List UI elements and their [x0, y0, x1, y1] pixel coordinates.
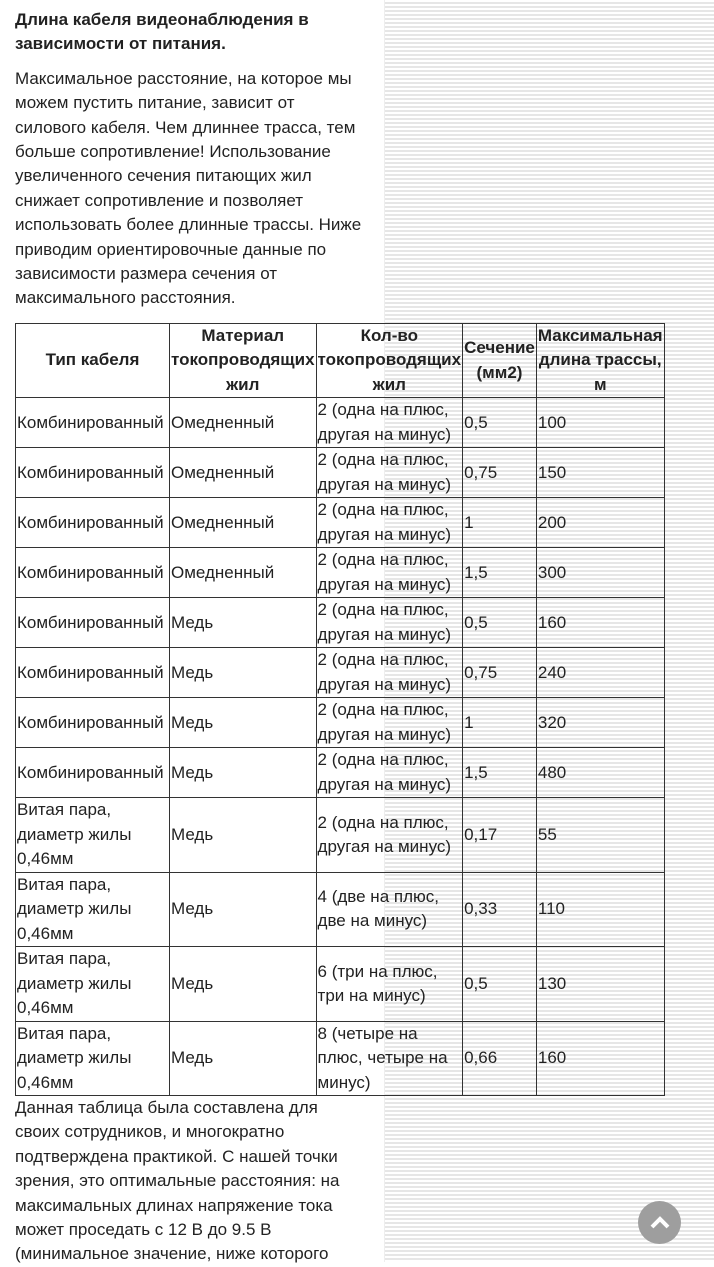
table-row [16, 872, 665, 947]
table-cell: 0,33 [463, 872, 537, 947]
table-cell: 55 [536, 798, 664, 873]
scroll-to-top-button[interactable] [638, 1201, 681, 1244]
table-cell: 240 [536, 648, 664, 698]
column-header: Сечение (мм2) [463, 324, 537, 398]
table-cell: 1 [463, 498, 537, 548]
table-cell: 130 [536, 947, 664, 1022]
table-row [16, 448, 665, 498]
table-cell: 480 [536, 748, 664, 798]
table-row [16, 548, 665, 598]
table-cell: 300 [536, 548, 664, 598]
table-cell: Комбинированный [16, 748, 170, 798]
table-cell: Витая пара, диаметр жилы 0,46мм [16, 1021, 170, 1096]
table-cell: 200 [536, 498, 664, 548]
table-row [16, 398, 665, 448]
table-cell: 0,5 [463, 947, 537, 1022]
table-cell: Медь [170, 598, 317, 648]
table-cell: Комбинированный [16, 398, 170, 448]
table-cell: 4 (две на плюс, две на минус) [316, 872, 463, 947]
table-row [16, 1021, 665, 1096]
table-cell: Омедненный [170, 498, 317, 548]
table-cell: Медь [170, 798, 317, 873]
table-cell: Комбинированный [16, 698, 170, 748]
table-cell: 110 [536, 872, 664, 947]
table-cell: 2 (одна на плюс, другая на минус) [316, 498, 463, 548]
table-cell: 8 (четыре на плюс, четыре на минус) [316, 1021, 463, 1096]
table-row [16, 748, 665, 798]
table-cell: 320 [536, 698, 664, 748]
intro-paragraph: Максимальное расстояние, на которое мы можем пустить питание, зависит от силового кабеля. Чем длиннее трасса, тем больше сопротивление! Использование увеличенного сечения питающих жил снижает сопротивление и позволяет использовать более длинные трассы. Ниже приводим ориентировочные данные по зависимости размера сечения от максимального расстояния. [15, 68, 362, 308]
chevron-up-icon [649, 1216, 671, 1230]
table-row [16, 947, 665, 1022]
column-header: Материал токопроводящих жил [170, 324, 317, 398]
section-heading: Длина кабеля видеонаблюдения в зависимости от питания. [15, 10, 309, 54]
table-cell: Комбинированный [16, 598, 170, 648]
table-cell: 160 [536, 1021, 664, 1096]
table-cell: 2 (одна на плюс, другая на минус) [316, 598, 463, 648]
cable-length-table [15, 323, 665, 1096]
table-cell: 1,5 [463, 748, 537, 798]
table-cell: 0,5 [463, 398, 537, 448]
column-header: Тип кабеля [16, 324, 170, 398]
table-cell: Медь [170, 872, 317, 947]
table-cell: Омедненный [170, 398, 317, 448]
table-row [16, 648, 665, 698]
table-cell: 0,66 [463, 1021, 537, 1096]
table-cell: Медь [170, 648, 317, 698]
column-header: Максимальная длина трассы, м [536, 324, 664, 398]
table-row [16, 598, 665, 648]
table-cell: 2 (одна на плюс, другая на минус) [316, 548, 463, 598]
table-cell: 0,75 [463, 448, 537, 498]
table-cell: 100 [536, 398, 664, 448]
table-cell: 160 [536, 598, 664, 648]
table-cell: Комбинированный [16, 548, 170, 598]
table-row [16, 698, 665, 748]
table-cell: Омедненный [170, 448, 317, 498]
table-cell: 2 (одна на плюс, другая на минус) [316, 798, 463, 873]
table-cell: Витая пара, диаметр жилы 0,46мм [16, 872, 170, 947]
table-cell: Комбинированный [16, 648, 170, 698]
table-cell: 1 [463, 698, 537, 748]
table-row [16, 498, 665, 548]
table-cell: 6 (три на плюс, три на минус) [316, 947, 463, 1022]
table-cell: 2 (одна на плюс, другая на минус) [316, 698, 463, 748]
table-cell: Медь [170, 698, 317, 748]
table-cell: Комбинированный [16, 448, 170, 498]
table-cell: Комбинированный [16, 498, 170, 548]
after-paragraph: Данная таблица была составлена для своих сотрудников, и многократно подтверждена практикой. С нашей точки зрения, это оптимальные расстояния: на максимальных длинах напряжение тока может проседать с 12 В до 9.5 В (минимальное значение, ниже которого [15, 1098, 340, 1264]
table-cell: Медь [170, 947, 317, 1022]
article-body [15, 8, 367, 311]
table-cell: 0,5 [463, 598, 537, 648]
table-cell: 2 (одна на плюс, другая на минус) [316, 648, 463, 698]
table-cell: Омедненный [170, 548, 317, 598]
table-cell: 150 [536, 448, 664, 498]
table-cell: Витая пара, диаметр жилы 0,46мм [16, 947, 170, 1022]
table-cell: 2 (одна на плюс, другая на минус) [316, 748, 463, 798]
table-cell: 0,17 [463, 798, 537, 873]
table-cell: 2 (одна на плюс, другая на минус) [316, 448, 463, 498]
column-header: Кол-во токопроводящих жил [316, 324, 463, 398]
table-cell: 0,75 [463, 648, 537, 698]
table-row [16, 798, 665, 873]
table-cell: Медь [170, 748, 317, 798]
table-cell: Медь [170, 1021, 317, 1096]
table-cell: 2 (одна на плюс, другая на минус) [316, 398, 463, 448]
table-header-row [16, 324, 665, 398]
table-cell: 1,5 [463, 548, 537, 598]
table-cell: Витая пара, диаметр жилы 0,46мм [16, 798, 170, 873]
